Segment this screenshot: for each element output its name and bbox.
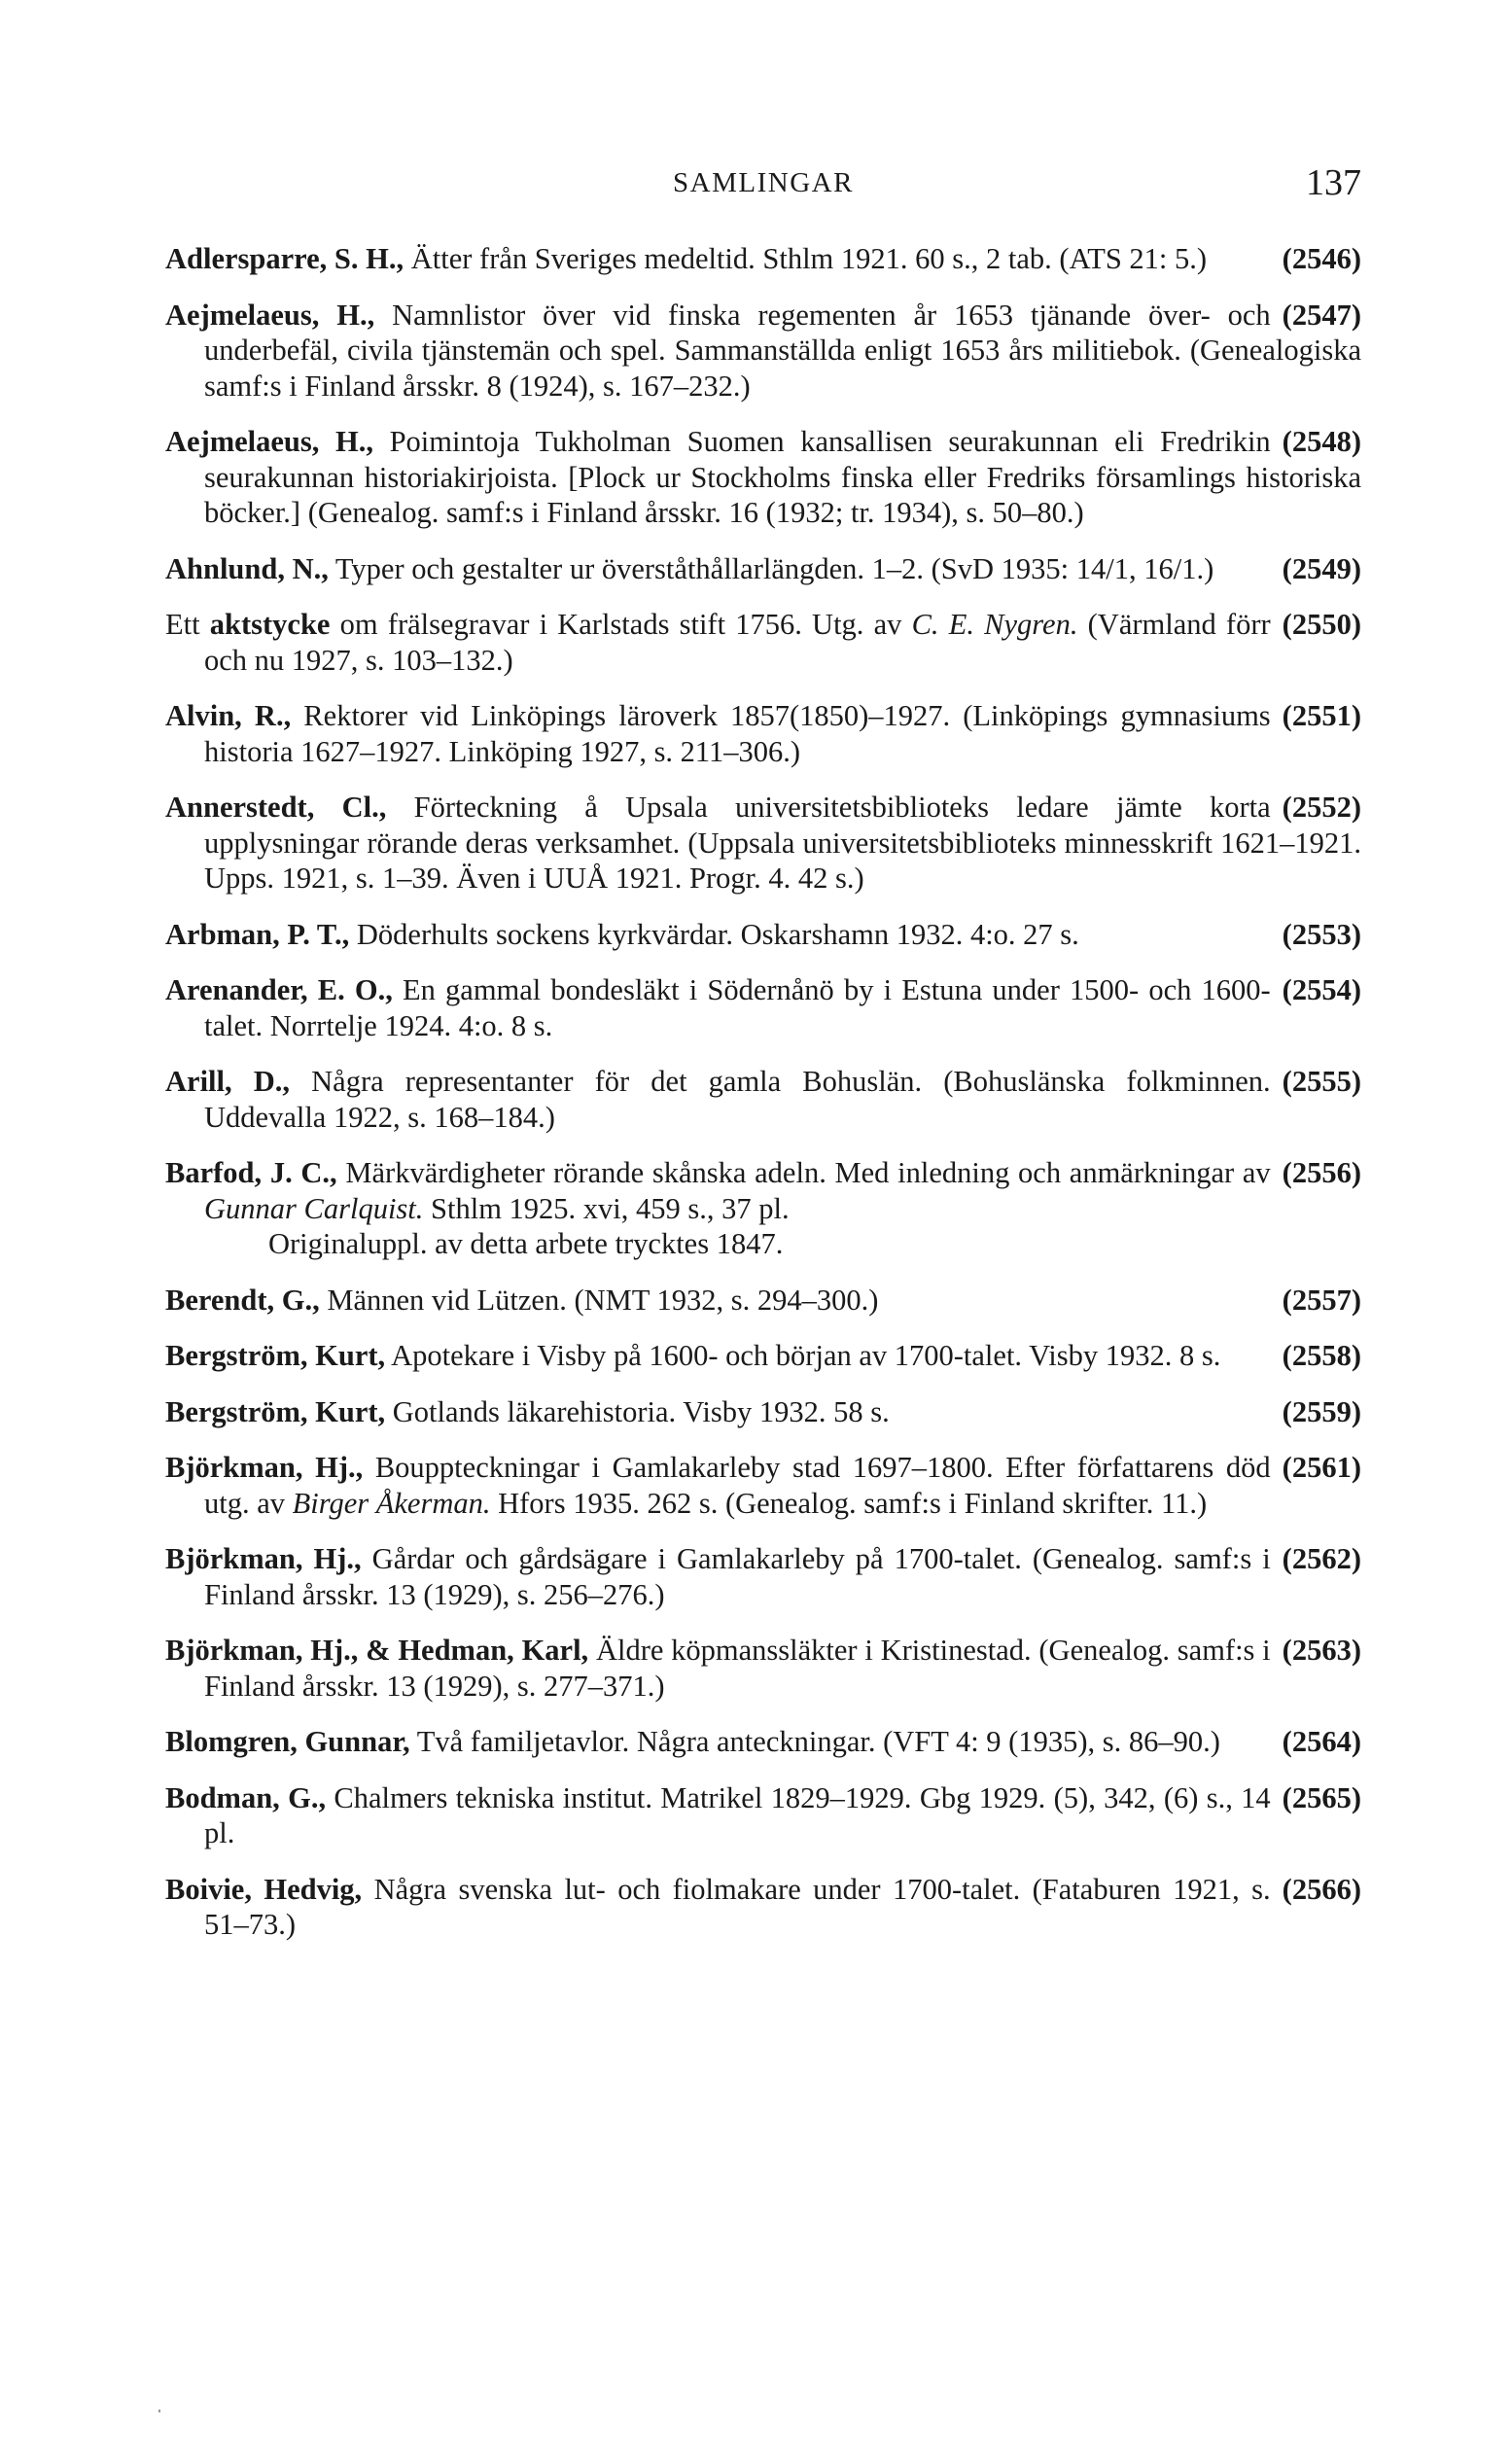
- entry-number: (2552): [1282, 791, 1361, 824]
- entry-author: Arenander, E. O.,: [165, 973, 393, 1006]
- entry-author: Berendt, G.,: [165, 1283, 320, 1317]
- entry-number: (2561): [1282, 1451, 1361, 1484]
- document-page: [165, 163, 1361, 1963]
- entry-text: Bouppteckningar i Gamlakarleby stad 1697–1800. Efter författarens död utg. av: [204, 1451, 1271, 1520]
- bibliography-entry: [165, 1450, 1361, 1521]
- entry-text: Två familjetavlor. Några anteckningar. (VFT 4: 9 (1935), s. 86–90.): [409, 1725, 1220, 1758]
- running-title: SAMLINGAR: [673, 167, 854, 198]
- entry-author: Arbman, P. T.,: [165, 917, 350, 951]
- bibliography-entry: [165, 424, 1361, 531]
- entry-text: Rektorer vid Linköpings läroverk 1857(1850)–1927. (Linköpings gymnasiums historia 1627–1927. Linköping 1927, s. 211–306.): [204, 699, 1271, 768]
- entry-text-cont: Sthlm 1925. xvi, 459 s., 37 pl.: [423, 1191, 790, 1225]
- entry-text: Äldre köpmanssläkter i Kristinestad. (Genealog. samf:s i Finland årsskr. 13 (1929), s. 277–371.): [204, 1634, 1271, 1703]
- entry-text: Poimintoja Tukholman Suomen kansallisen seurakunnan eli Fredrikin seurakunnan historiakirjoista. [Plock ur Stockholms finska eller Fredriks församlings historiska böcker.] (Genealog. samf:s i Finland årsskr. 16 (1932; tr. 1934), s. 50–80.): [204, 425, 1361, 529]
- bibliography-entry: [165, 551, 1361, 587]
- entry-number: (2556): [1282, 1156, 1361, 1189]
- entry-text: Männen vid Lützen. (NMT 1932, s. 294–300.): [319, 1283, 879, 1317]
- entry-number: (2548): [1282, 425, 1361, 458]
- entry-note: Originaluppl. av detta arbete trycktes 1847.: [268, 1227, 784, 1260]
- bibliography-entry: [165, 1394, 1361, 1430]
- entry-editor: C. E. Nygren.: [911, 608, 1078, 641]
- entry-text: Några representanter för det gamla Bohuslän. (Bohuslänska folkminnen. Uddevalla 1922, s. 168–184.): [204, 1065, 1271, 1134]
- bibliography-entry: [165, 1064, 1361, 1135]
- entry-author: Ahnlund, N.,: [165, 551, 329, 585]
- entry-author: Adlersparre, S. H.,: [165, 242, 404, 275]
- entry-author: Arill, D.,: [165, 1065, 291, 1098]
- entry-author: Björkman, Hj.,: [165, 1451, 364, 1484]
- entry-number: (2547): [1282, 298, 1361, 332]
- bibliography-entry: [165, 1338, 1361, 1374]
- bibliography-entry: [165, 1872, 1361, 1943]
- entry-number: (2555): [1282, 1065, 1361, 1098]
- entry-number: (2546): [1282, 242, 1361, 275]
- bibliography-entry: [165, 241, 1361, 277]
- bibliography-entry: [165, 698, 1361, 769]
- entry-author: Alvin, R.,: [165, 699, 292, 732]
- entry-author: aktstycke: [209, 608, 331, 641]
- entry-number: (2563): [1282, 1634, 1361, 1667]
- entry-text: Chalmers tekniska institut. Matrikel 1829–1929. Gbg 1929. (5), 342, (6) s., 14 pl.: [204, 1780, 1271, 1849]
- entry-number: (2565): [1282, 1780, 1361, 1814]
- entry-text: Gårdar och gårdsägare i Gamlakarleby på 1700-talet. (Genealog. samf:s i Finland årsskr. 13 (1929), s. 256–276.): [204, 1542, 1271, 1611]
- entry-number: (2557): [1282, 1283, 1361, 1317]
- entry-text: En gammal bondesläkt i Södernånö by i Estuna under 1500- och 1600-talet. Norrtelje 1924. 4:o. 8 s.: [204, 973, 1271, 1042]
- bibliography-entry: [165, 790, 1361, 897]
- entry-author: Bodman, G.,: [165, 1780, 327, 1814]
- entry-number: (2564): [1282, 1725, 1361, 1758]
- entry-author: Aejmelaeus, H.,: [165, 298, 375, 332]
- entry-number: (2549): [1282, 551, 1361, 585]
- page-header: [165, 163, 1361, 222]
- bibliography-entry: [165, 972, 1361, 1043]
- entry-number: (2550): [1282, 608, 1361, 641]
- entry-author: Bergström, Kurt,: [165, 1394, 386, 1428]
- entry-text-cont: (Värmland förr och nu 1927, s. 103–132.): [204, 608, 1271, 677]
- bibliography-list: [165, 241, 1361, 1943]
- entry-author: Barfod, J. C.,: [165, 1156, 337, 1189]
- bibliography-entry: [165, 607, 1361, 678]
- entry-text: om frälsegravar i Karlstads stift 1756. Utg. av: [330, 608, 912, 641]
- bibliography-entry: [165, 917, 1361, 953]
- entry-author: Bergström, Kurt,: [165, 1339, 386, 1372]
- bibliography-entry: [165, 1283, 1361, 1319]
- entry-text: Förteckning å Upsala universitetsbiblioteks ledare jämte korta upplysningar rörande deras verksamhet. (Uppsala universitetsbiblioteks minnesskrift 1621–1921. Upps. 1921, s. 1–39. Även i UUÅ 1921. Progr. 4. 42 s.): [204, 791, 1361, 895]
- bibliography-entry: [165, 1155, 1361, 1262]
- entry-author: Björkman, Hj., & Hedman, Karl,: [165, 1634, 589, 1667]
- entry-author: Blomgren, Gunnar,: [165, 1725, 410, 1758]
- stray-mark: [158, 2410, 160, 2412]
- entry-text: Gotlands läkarehistoria. Visby 1932. 58 s.: [385, 1394, 890, 1428]
- entry-text: Apotekare i Visby på 1600- och början av 1700-talet. Visby 1932. 8 s.: [385, 1339, 1221, 1372]
- entry-number: (2558): [1282, 1339, 1361, 1372]
- entry-number: (2553): [1282, 917, 1361, 951]
- entry-number: (2559): [1282, 1394, 1361, 1428]
- entry-text: Namnlistor över vid finska regementen år 1653 tjänande över- och underbefäl, civila tjänstemän och spel. Sammanställda enligt 1653 års militiebok. (Genealogiska samf:s i Finland årsskr. 8 (1924), s. 167–232.): [204, 298, 1361, 403]
- bibliography-entry: [165, 298, 1361, 405]
- entry-text: Typer och gestalter ur överståthållarlängden. 1–2. (SvD 1935: 14/1, 16/1.): [328, 551, 1214, 585]
- entry-author: Björkman, Hj.,: [165, 1542, 362, 1575]
- entry-text: Några svenska lut- och fiolmakare under 1700-talet. (Fataburen 1921, s. 51–73.): [204, 1872, 1271, 1941]
- entry-author: Boivie, Hedvig,: [165, 1872, 363, 1906]
- entry-number: (2566): [1282, 1872, 1361, 1906]
- entry-number: (2554): [1282, 973, 1361, 1006]
- entry-text-cont: Hfors 1935. 262 s. (Genealog. samf:s i Finland skrifter. 11.): [490, 1486, 1208, 1520]
- entry-editor: Gunnar Carlquist.: [204, 1191, 424, 1225]
- entry-text: Märkvärdigheter rörande skånska adeln. Med inledning och anmärkningar av: [336, 1156, 1271, 1189]
- bibliography-entry: [165, 1780, 1361, 1851]
- entry-author: Annerstedt, Cl.,: [165, 791, 387, 824]
- entry-prefix: Ett: [165, 608, 210, 641]
- entry-number: (2562): [1282, 1542, 1361, 1575]
- page-number: 137: [1306, 162, 1361, 203]
- entry-number: (2551): [1282, 699, 1361, 732]
- bibliography-entry: [165, 1633, 1361, 1704]
- bibliography-entry: [165, 1541, 1361, 1612]
- entry-editor: Birger Åkerman.: [292, 1486, 491, 1520]
- bibliography-entry: [165, 1724, 1361, 1760]
- entry-text: Ätter från Sveriges medeltid. Sthlm 1921. 60 s., 2 tab. (ATS 21: 5.): [404, 242, 1208, 275]
- entry-text: Döderhults sockens kyrkvärdar. Oskarshamn 1932. 4:o. 27 s.: [349, 917, 1079, 951]
- entry-author: Aejmelaeus, H.,: [165, 425, 373, 458]
